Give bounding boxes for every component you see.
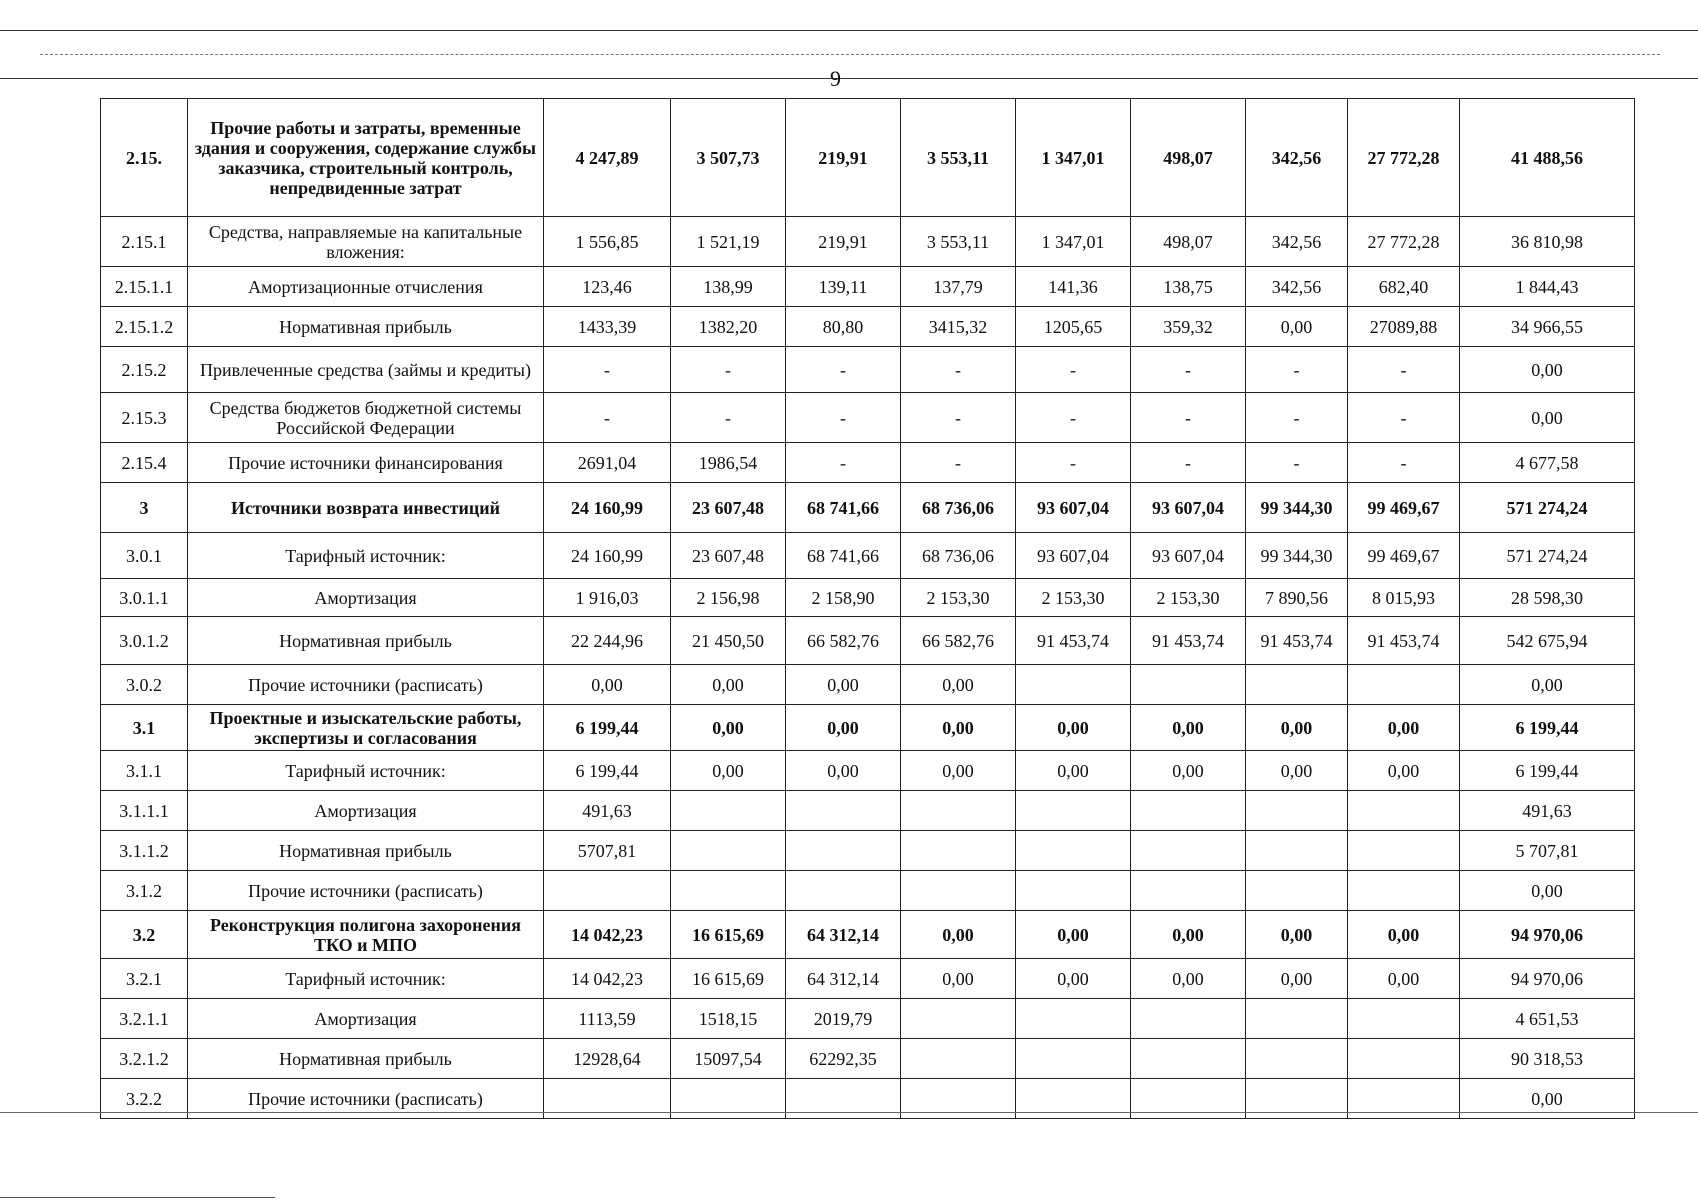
- value-cell: [786, 871, 901, 911]
- value-cell: 66 582,76: [786, 617, 901, 665]
- value-cell: 27 772,28: [1348, 99, 1460, 217]
- value-cell: 1 916,03: [544, 579, 671, 617]
- table-row: [101, 267, 1635, 307]
- value-cell: 0,00: [1348, 959, 1460, 999]
- value-cell: 2 153,30: [901, 579, 1016, 617]
- value-cell: 0,00: [901, 911, 1016, 959]
- value-cell: [1016, 665, 1131, 705]
- row-total-cell: 6 199,44: [1460, 751, 1635, 791]
- value-cell: [1348, 665, 1460, 705]
- value-cell: 359,32: [1131, 307, 1246, 347]
- row-name: Привлеченные средства (займы и кредиты): [188, 347, 544, 393]
- value-cell: 138,99: [671, 267, 786, 307]
- value-cell: 3 553,11: [901, 99, 1016, 217]
- table-row: [101, 791, 1635, 831]
- value-cell: [786, 791, 901, 831]
- row-name: Амортизация: [188, 791, 544, 831]
- row-code: 3: [101, 483, 188, 533]
- value-cell: 498,07: [1131, 99, 1246, 217]
- value-cell: -: [1348, 393, 1460, 443]
- value-cell: 3 553,11: [901, 217, 1016, 267]
- value-cell: 0,00: [1348, 751, 1460, 791]
- value-cell: 0,00: [671, 751, 786, 791]
- value-cell: 141,36: [1016, 267, 1131, 307]
- value-cell: -: [1131, 347, 1246, 393]
- value-cell: 2019,79: [786, 999, 901, 1039]
- row-name: Источники возврата инвестиций: [188, 483, 544, 533]
- row-total-cell: 6 199,44: [1460, 705, 1635, 751]
- header-dash-line: [40, 54, 1660, 55]
- row-code: 3.1: [101, 705, 188, 751]
- value-cell: 99 344,30: [1246, 533, 1348, 579]
- top-rule: [0, 30, 1698, 31]
- value-cell: 138,75: [1131, 267, 1246, 307]
- value-cell: 0,00: [786, 705, 901, 751]
- value-cell: [901, 871, 1016, 911]
- value-cell: 0,00: [1016, 959, 1131, 999]
- value-cell: 15097,54: [671, 1039, 786, 1079]
- row-name: Средства бюджетов бюджетной системы Российской Федерации: [188, 393, 544, 443]
- table-row: [101, 665, 1635, 705]
- row-code: 2.15.3: [101, 393, 188, 443]
- row-total-cell: 542 675,94: [1460, 617, 1635, 665]
- row-code: 3.2: [101, 911, 188, 959]
- row-name: Нормативная прибыль: [188, 1039, 544, 1079]
- row-code: 2.15.2: [101, 347, 188, 393]
- value-cell: 1205,65: [1016, 307, 1131, 347]
- row-code: 3.0.2: [101, 665, 188, 705]
- value-cell: -: [671, 393, 786, 443]
- row-total-cell: 94 970,06: [1460, 911, 1635, 959]
- row-name: Тарифный источник:: [188, 959, 544, 999]
- value-cell: 0,00: [901, 959, 1016, 999]
- row-name: Нормативная прибыль: [188, 831, 544, 871]
- value-cell: 0,00: [901, 665, 1016, 705]
- value-cell: [1016, 791, 1131, 831]
- row-total-cell: 36 810,98: [1460, 217, 1635, 267]
- row-code: 3.1.1: [101, 751, 188, 791]
- value-cell: 80,80: [786, 307, 901, 347]
- table-row: [101, 617, 1635, 665]
- value-cell: 64 312,14: [786, 959, 901, 999]
- value-cell: 0,00: [1016, 705, 1131, 751]
- table-row: [101, 959, 1635, 999]
- table-row: [101, 705, 1635, 751]
- value-cell: 3 507,73: [671, 99, 786, 217]
- value-cell: -: [901, 393, 1016, 443]
- row-total-cell: 0,00: [1460, 1079, 1635, 1119]
- table-row: [101, 871, 1635, 911]
- value-cell: 342,56: [1246, 217, 1348, 267]
- value-cell: 1433,39: [544, 307, 671, 347]
- table-row: [101, 1039, 1635, 1079]
- row-code: 2.15.4: [101, 443, 188, 483]
- value-cell: 219,91: [786, 99, 901, 217]
- value-cell: 8 015,93: [1348, 579, 1460, 617]
- value-cell: [1348, 1039, 1460, 1079]
- value-cell: -: [544, 393, 671, 443]
- value-cell: 0,00: [1348, 911, 1460, 959]
- value-cell: 0,00: [1131, 751, 1246, 791]
- value-cell: 0,00: [786, 751, 901, 791]
- value-cell: -: [544, 347, 671, 393]
- row-total-cell: 41 488,56: [1460, 99, 1635, 217]
- value-cell: 1518,15: [671, 999, 786, 1039]
- value-cell: 93 607,04: [1131, 533, 1246, 579]
- table-row: [101, 579, 1635, 617]
- value-cell: -: [1246, 393, 1348, 443]
- row-total-cell: 4 677,58: [1460, 443, 1635, 483]
- value-cell: 342,56: [1246, 267, 1348, 307]
- row-code: 3.2.1.1: [101, 999, 188, 1039]
- value-cell: 498,07: [1131, 217, 1246, 267]
- row-total-cell: 491,63: [1460, 791, 1635, 831]
- footer-mark: [0, 1197, 275, 1198]
- value-cell: 1113,59: [544, 999, 671, 1039]
- value-cell: [1246, 665, 1348, 705]
- value-cell: 0,00: [1016, 751, 1131, 791]
- value-cell: 12928,64: [544, 1039, 671, 1079]
- row-name: Амортизационные отчисления: [188, 267, 544, 307]
- table-row: [101, 393, 1635, 443]
- row-total-cell: 0,00: [1460, 871, 1635, 911]
- row-name: Тарифный источник:: [188, 751, 544, 791]
- value-cell: [1246, 871, 1348, 911]
- value-cell: [1246, 999, 1348, 1039]
- row-name: Прочие источники финансирования: [188, 443, 544, 483]
- row-total-cell: 4 651,53: [1460, 999, 1635, 1039]
- value-cell: 1986,54: [671, 443, 786, 483]
- row-code: 3.2.1.2: [101, 1039, 188, 1079]
- value-cell: -: [786, 443, 901, 483]
- row-code: 3.2.1: [101, 959, 188, 999]
- value-cell: [1016, 871, 1131, 911]
- value-cell: 91 453,74: [1348, 617, 1460, 665]
- value-cell: 0,00: [1131, 911, 1246, 959]
- value-cell: [1246, 791, 1348, 831]
- value-cell: -: [1246, 443, 1348, 483]
- value-cell: 68 741,66: [786, 483, 901, 533]
- row-code: 2.15.1: [101, 217, 188, 267]
- value-cell: -: [1348, 443, 1460, 483]
- table-row: [101, 483, 1635, 533]
- row-name: Прочие источники (расписать): [188, 665, 544, 705]
- value-cell: 99 469,67: [1348, 533, 1460, 579]
- value-cell: -: [1131, 443, 1246, 483]
- value-cell: 66 582,76: [901, 617, 1016, 665]
- value-cell: 14 042,23: [544, 911, 671, 959]
- value-cell: [671, 871, 786, 911]
- value-cell: [1348, 831, 1460, 871]
- value-cell: 5707,81: [544, 831, 671, 871]
- row-total-cell: 571 274,24: [1460, 533, 1635, 579]
- value-cell: [1131, 831, 1246, 871]
- value-cell: [1246, 831, 1348, 871]
- row-name: Тарифный источник:: [188, 533, 544, 579]
- value-cell: 0,00: [1246, 307, 1348, 347]
- value-cell: 0,00: [1246, 959, 1348, 999]
- table-row: [101, 533, 1635, 579]
- table-row: [101, 831, 1635, 871]
- value-cell: [901, 1039, 1016, 1079]
- value-cell: [1131, 871, 1246, 911]
- row-code: 2.15.1.1: [101, 267, 188, 307]
- value-cell: 93 607,04: [1131, 483, 1246, 533]
- row-name: Средства, направляемые на капитальные вложения:: [188, 217, 544, 267]
- row-code: 3.0.1.1: [101, 579, 188, 617]
- value-cell: [1131, 665, 1246, 705]
- value-cell: 14 042,23: [544, 959, 671, 999]
- value-cell: 1 347,01: [1016, 217, 1131, 267]
- row-name: Амортизация: [188, 579, 544, 617]
- value-cell: 0,00: [1246, 705, 1348, 751]
- value-cell: [901, 999, 1016, 1039]
- row-name: Прочие работы и затраты, временные здания и сооружения, содержание службы заказчика, строительный контроль, непредвиденные затрат: [188, 99, 544, 217]
- row-total-cell: 0,00: [1460, 665, 1635, 705]
- table-row: [101, 911, 1635, 959]
- table-row: [101, 99, 1635, 217]
- row-name: Нормативная прибыль: [188, 617, 544, 665]
- value-cell: 0,00: [1348, 705, 1460, 751]
- row-code: 3.2.2: [101, 1079, 188, 1119]
- value-cell: 23 607,48: [671, 533, 786, 579]
- row-total-cell: 94 970,06: [1460, 959, 1635, 999]
- value-cell: 6 199,44: [544, 705, 671, 751]
- row-name: Нормативная прибыль: [188, 307, 544, 347]
- table-body: [101, 99, 1635, 1119]
- value-cell: 16 615,69: [671, 911, 786, 959]
- value-cell: 491,63: [544, 791, 671, 831]
- value-cell: 0,00: [1016, 911, 1131, 959]
- value-cell: 68 736,06: [901, 483, 1016, 533]
- value-cell: -: [786, 393, 901, 443]
- value-cell: 0,00: [1246, 911, 1348, 959]
- value-cell: 2 153,30: [1131, 579, 1246, 617]
- value-cell: 64 312,14: [786, 911, 901, 959]
- value-cell: -: [1016, 347, 1131, 393]
- value-cell: [1348, 871, 1460, 911]
- table-row: [101, 999, 1635, 1039]
- row-total-cell: 34 966,55: [1460, 307, 1635, 347]
- row-code: 3.0.1: [101, 533, 188, 579]
- value-cell: 2691,04: [544, 443, 671, 483]
- value-cell: 23 607,48: [671, 483, 786, 533]
- header-rule: [0, 78, 1698, 79]
- value-cell: -: [1016, 393, 1131, 443]
- value-cell: 123,46: [544, 267, 671, 307]
- value-cell: 139,11: [786, 267, 901, 307]
- row-total-cell: 571 274,24: [1460, 483, 1635, 533]
- value-cell: [786, 831, 901, 871]
- value-cell: 0,00: [1131, 705, 1246, 751]
- page-number: 9: [830, 66, 841, 91]
- value-cell: -: [901, 347, 1016, 393]
- row-code: 2.15.1.2: [101, 307, 188, 347]
- value-cell: 1 347,01: [1016, 99, 1131, 217]
- row-name: Прочие источники (расписать): [188, 871, 544, 911]
- value-cell: 22 244,96: [544, 617, 671, 665]
- value-cell: 62292,35: [786, 1039, 901, 1079]
- value-cell: [1348, 791, 1460, 831]
- value-cell: 0,00: [671, 705, 786, 751]
- value-cell: 91 453,74: [1131, 617, 1246, 665]
- value-cell: 93 607,04: [1016, 483, 1131, 533]
- value-cell: [901, 791, 1016, 831]
- value-cell: 27 772,28: [1348, 217, 1460, 267]
- value-cell: 1382,20: [671, 307, 786, 347]
- value-cell: 91 453,74: [1246, 617, 1348, 665]
- value-cell: 219,91: [786, 217, 901, 267]
- value-cell: 93 607,04: [1016, 533, 1131, 579]
- value-cell: 0,00: [786, 665, 901, 705]
- value-cell: 7 890,56: [1246, 579, 1348, 617]
- value-cell: 3415,32: [901, 307, 1016, 347]
- value-cell: [1131, 791, 1246, 831]
- value-cell: 16 615,69: [671, 959, 786, 999]
- value-cell: 24 160,99: [544, 483, 671, 533]
- value-cell: 99 469,67: [1348, 483, 1460, 533]
- value-cell: 2 153,30: [1016, 579, 1131, 617]
- value-cell: [1016, 999, 1131, 1039]
- value-cell: [1016, 1039, 1131, 1079]
- value-cell: [1016, 831, 1131, 871]
- row-total-cell: 0,00: [1460, 393, 1635, 443]
- row-total-cell: 1 844,43: [1460, 267, 1635, 307]
- value-cell: 0,00: [1246, 751, 1348, 791]
- value-cell: 27089,88: [1348, 307, 1460, 347]
- row-name: Амортизация: [188, 999, 544, 1039]
- row-name: Проектные и изыскательские работы, экспертизы и согласования: [188, 705, 544, 751]
- bottom-rule: [0, 1112, 1698, 1113]
- value-cell: 2 158,90: [786, 579, 901, 617]
- value-cell: 1 556,85: [544, 217, 671, 267]
- value-cell: -: [1348, 347, 1460, 393]
- table-row: [101, 217, 1635, 267]
- value-cell: 137,79: [901, 267, 1016, 307]
- value-cell: 4 247,89: [544, 99, 671, 217]
- value-cell: -: [1246, 347, 1348, 393]
- row-total-cell: 28 598,30: [1460, 579, 1635, 617]
- value-cell: 21 450,50: [671, 617, 786, 665]
- row-code: 2.15.: [101, 99, 188, 217]
- value-cell: 99 344,30: [1246, 483, 1348, 533]
- value-cell: [1348, 999, 1460, 1039]
- value-cell: 68 736,06: [901, 533, 1016, 579]
- table-row: [101, 751, 1635, 791]
- row-code: 3.1.2: [101, 871, 188, 911]
- financing-table: [100, 98, 1635, 1119]
- value-cell: 0,00: [1131, 959, 1246, 999]
- table-row: [101, 443, 1635, 483]
- row-total-cell: 5 707,81: [1460, 831, 1635, 871]
- value-cell: -: [786, 347, 901, 393]
- value-cell: [1131, 1039, 1246, 1079]
- value-cell: -: [1131, 393, 1246, 443]
- value-cell: -: [671, 347, 786, 393]
- value-cell: [1246, 1039, 1348, 1079]
- value-cell: 0,00: [671, 665, 786, 705]
- value-cell: 68 741,66: [786, 533, 901, 579]
- row-name: Прочие источники (расписать): [188, 1079, 544, 1119]
- value-cell: 6 199,44: [544, 751, 671, 791]
- table-row: [101, 307, 1635, 347]
- value-cell: 0,00: [901, 705, 1016, 751]
- value-cell: [901, 831, 1016, 871]
- value-cell: 682,40: [1348, 267, 1460, 307]
- value-cell: [544, 871, 671, 911]
- row-code: 3.1.1.1: [101, 791, 188, 831]
- value-cell: [671, 831, 786, 871]
- table-row: [101, 347, 1635, 393]
- row-code: 3.1.1.2: [101, 831, 188, 871]
- row-code: 3.0.1.2: [101, 617, 188, 665]
- value-cell: -: [901, 443, 1016, 483]
- value-cell: 0,00: [901, 751, 1016, 791]
- value-cell: 342,56: [1246, 99, 1348, 217]
- value-cell: 1 521,19: [671, 217, 786, 267]
- row-total-cell: 0,00: [1460, 347, 1635, 393]
- value-cell: 0,00: [544, 665, 671, 705]
- value-cell: 2 156,98: [671, 579, 786, 617]
- value-cell: 24 160,99: [544, 533, 671, 579]
- value-cell: -: [1016, 443, 1131, 483]
- value-cell: [1131, 999, 1246, 1039]
- row-total-cell: 90 318,53: [1460, 1039, 1635, 1079]
- value-cell: [671, 791, 786, 831]
- row-name: Реконструкция полигона захоронения ТКО и МПО: [188, 911, 544, 959]
- value-cell: 91 453,74: [1016, 617, 1131, 665]
